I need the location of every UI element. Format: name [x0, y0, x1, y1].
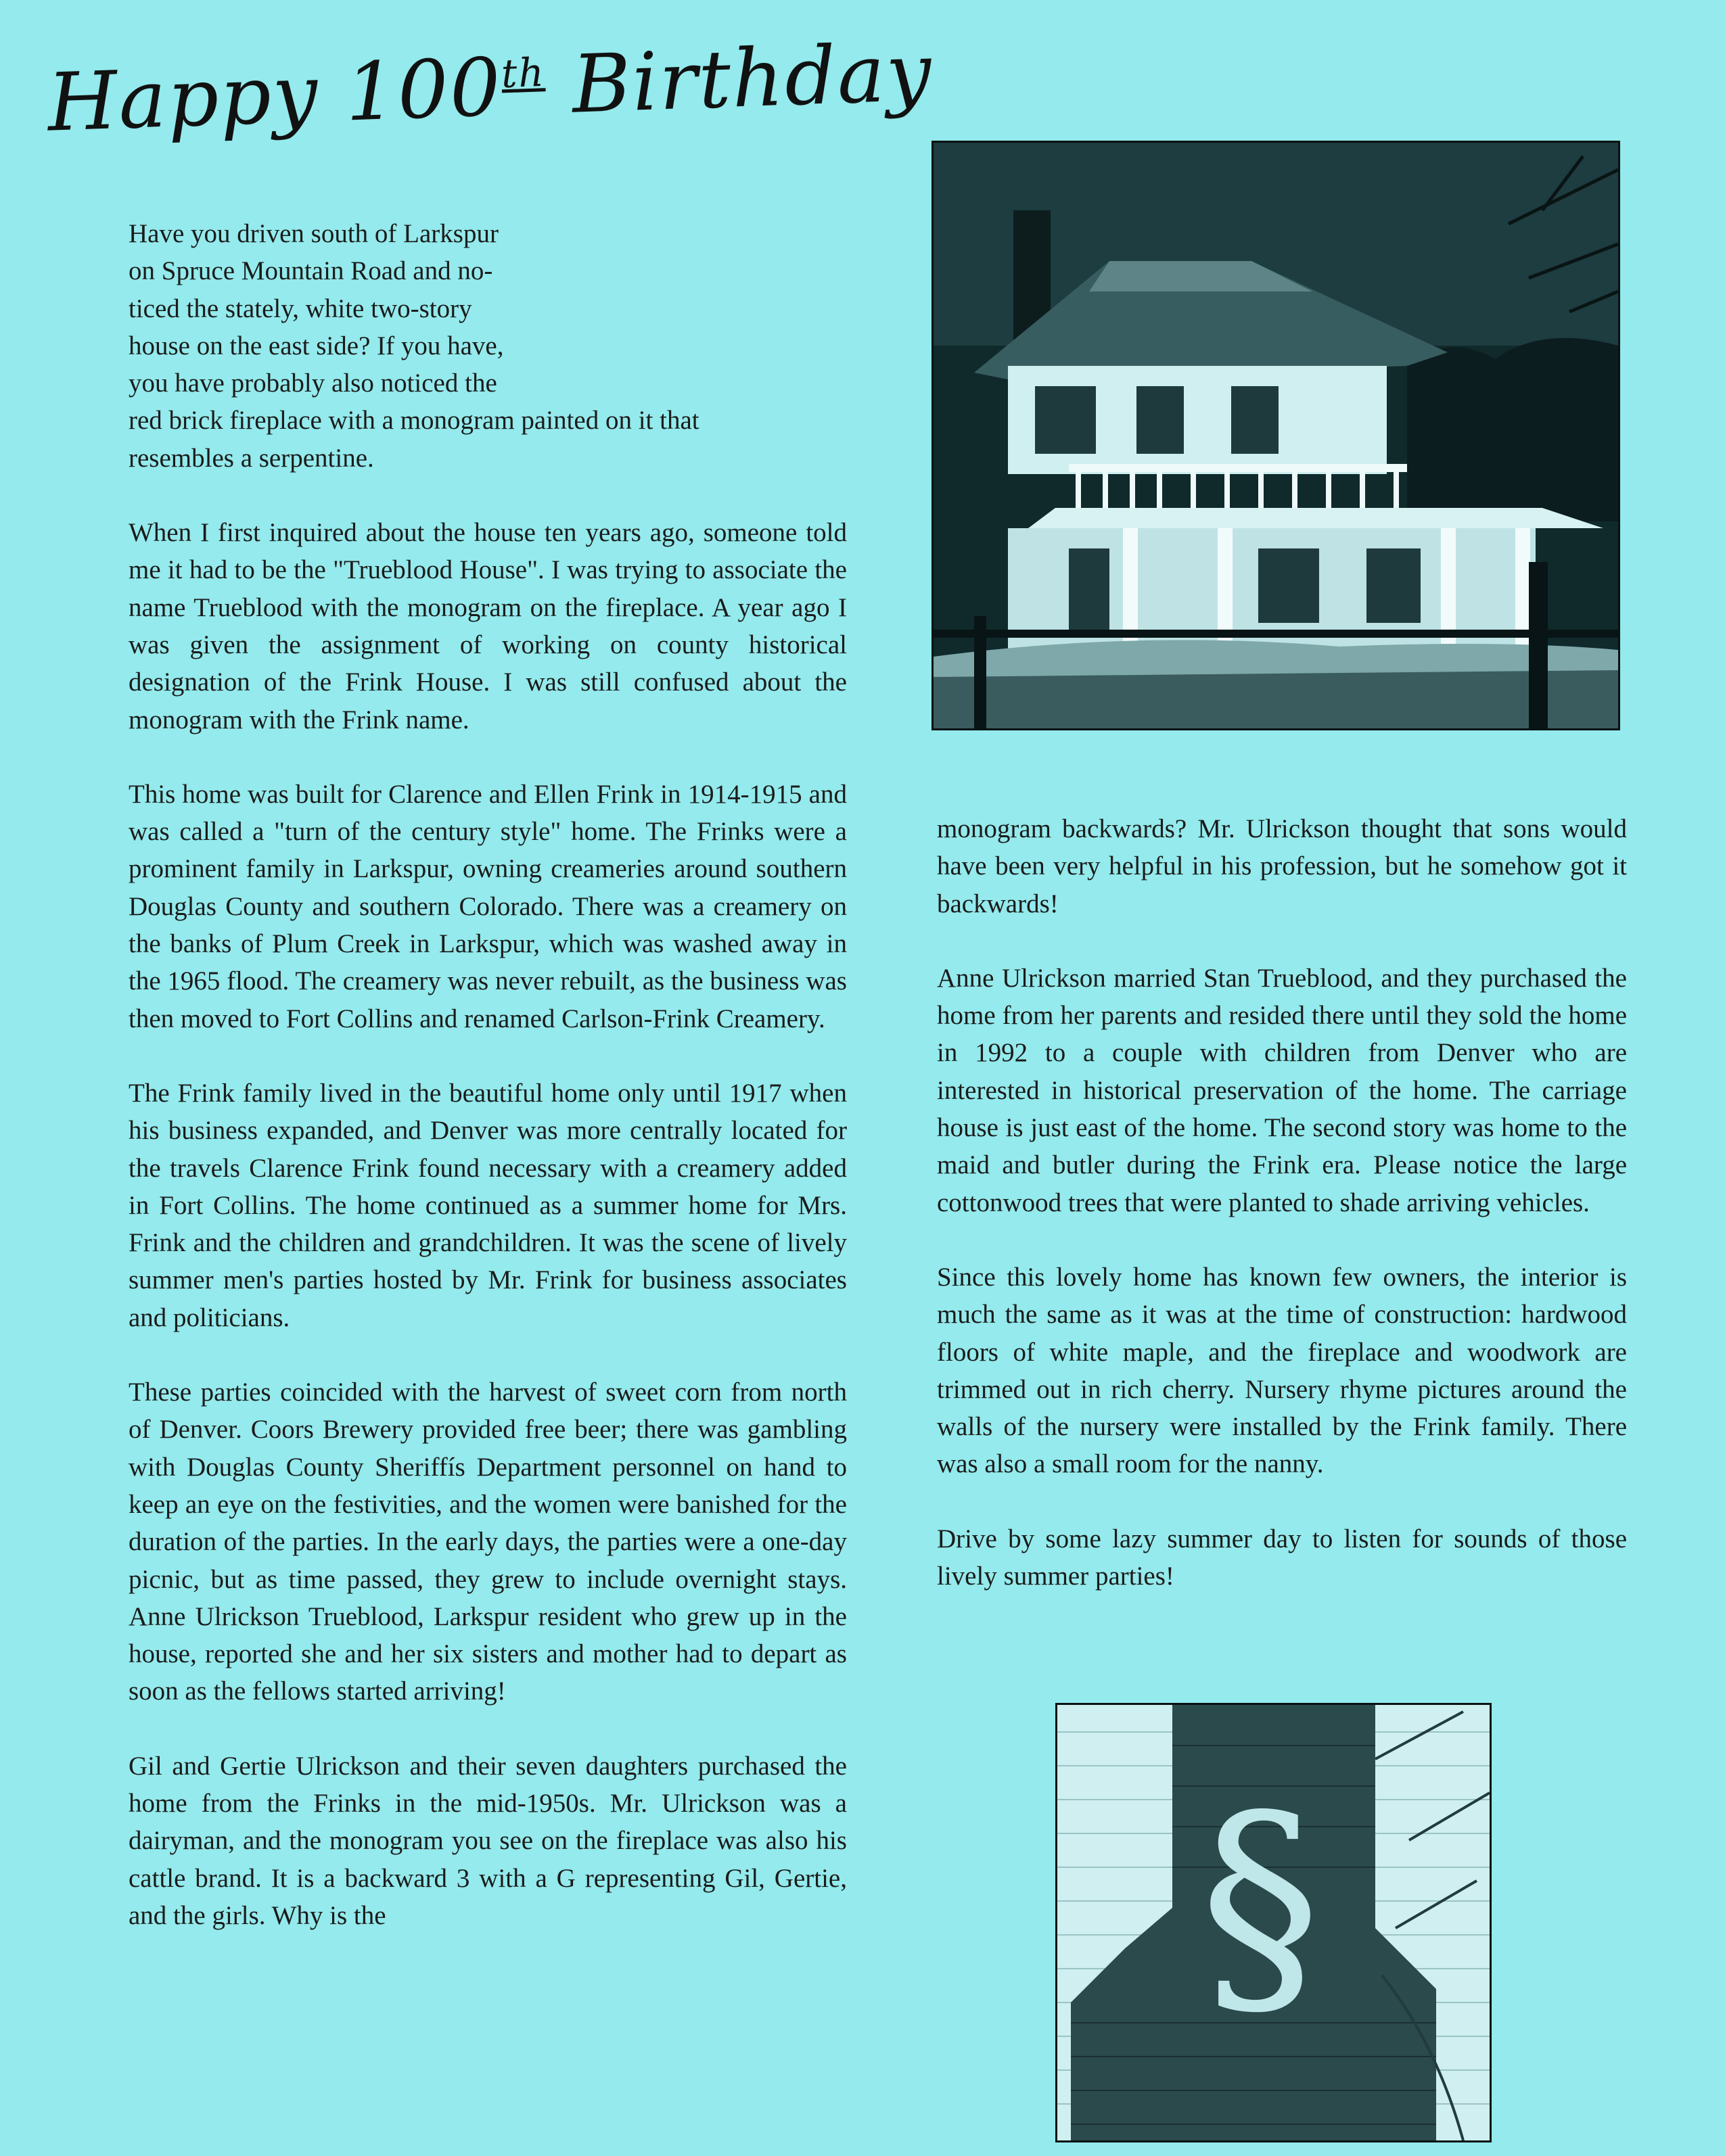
paragraph-trueblood: Anne Ulrickson married Stan Trueblood, and they purchased the home from her parents and resided there until they sold the home in 1992 to a couple with children from Denver who are interested in historical preservation of the home. The carriage house is just east of the home. The second story was home to the maid and butler during the Frink era. Please notice the large cottonwood trees that were planted to shade arriving vehicles.: [937, 963, 1627, 1217]
intro-paragraph: [129, 215, 847, 477]
paragraph-inquiry: When I first inquired about the house ten years ago, someone told me it had to be the "Trueblood House". I was trying to associate the name Trueblood with the monogram on the fireplace. A year ago I was given the assignment of working on county historical designation of the Frink House. I was still confused about the monogram with the Frink name.: [129, 518, 847, 734]
paragraph-interior: Since this lovely home has known few owners, the interior is much the same as it was at the time of construction: hardwood floors of white maple, and the fireplace and woodwork are trimmed out in rich cherry. Nursery rhyme pictures around the walls of the nursery were installed by the Frink family. There was also a small room for the nanny.: [937, 1262, 1627, 1479]
title-tail: Birthday: [570, 25, 934, 131]
intro-line: on Spruce Mountain Road and no-: [129, 256, 493, 286]
intro-line: you have probably also noticed the: [129, 369, 497, 398]
title-sup: th: [500, 49, 546, 97]
left-column: [129, 215, 847, 1971]
intro-line: red brick fireplace with a monogram painted on it that: [129, 406, 699, 436]
paragraph-built: This home was built for Clarence and Ellen Frink in 1914-1915 and was called a "turn of the century style" home. The Frinks were a prominent family in Larkspur, owning creameries around southern Douglas County and southern Colorado. There was a creamery on the banks of Plum Creek in Larkspur, which was washed away in the 1965 flood. The creamery was never rebuilt, as the business was then moved to Fort Collins and renamed Carlson-Frink Creamery.: [129, 779, 847, 1033]
intro-line: Have you driven south of Larkspur: [129, 219, 499, 248]
handwritten-title: [46, 25, 934, 149]
intro-line: house on the east side? If you have,: [129, 331, 504, 360]
paragraph-summer-home: The Frink family lived in the beautiful home only until 1917 when his business expanded, and Denver was more centrally located for the travels Clarence Frink found necessary with a creamery added in Fort Collins. The home continued as a summer home for Mrs. Frink and the children and grandchildren. It was the scene of lively summer men's parties hosted by Mr. Frink for business associates and politicians.: [129, 1078, 847, 1332]
intro-line: ticed the stately, white two-story: [129, 294, 472, 323]
fireplace-monogram-photo: [1055, 1703, 1492, 2142]
house-photo-illustration: [934, 143, 1618, 728]
fireplace-illustration: [1057, 1705, 1490, 2140]
intro-line: resembles a serpentine.: [129, 443, 374, 473]
paragraph-drive-by: Drive by some lazy summer day to listen for sounds of those lively summer parties!: [937, 1524, 1627, 1591]
monogram-glyph: §: [1199, 1763, 1321, 2046]
house-photo: [932, 141, 1620, 730]
right-column: [937, 810, 1627, 1632]
title-main: Happy 100: [45, 40, 504, 149]
paragraph-monogram: monogram backwards? Mr. Ulrickson thought that sons would have been very helpful in his profession, but he somehow got it backwards!: [937, 814, 1627, 918]
paragraph-parties: These parties coincided with the harvest of sweet corn from north of Denver. Coors Brewery provided free beer; there was gambling with Douglas County Sheriffís Department personnel on hand to keep an eye on the festivities, and the women were banished for the duration of the parties. In the early days, the parties were a one-day picnic, but as time passed, they grew to include overnight stays. Anne Ulrickson Trueblood, Larkspur resident who grew up in the house, reported she and her six sisters and mother had to depart as soon as the fellows started arriving!: [129, 1378, 847, 1706]
paragraph-ulrickson: Gil and Gertie Ulrickson and their seven daughters purchased the home from the Frinks in the mid-1950s. Mr. Ulrickson was a dairyman, and the monogram you see on the fireplace was also his cattle brand. It is a backward 3 with a G representing Gil, Gertie, and the girls. Why is the: [129, 1751, 847, 1930]
